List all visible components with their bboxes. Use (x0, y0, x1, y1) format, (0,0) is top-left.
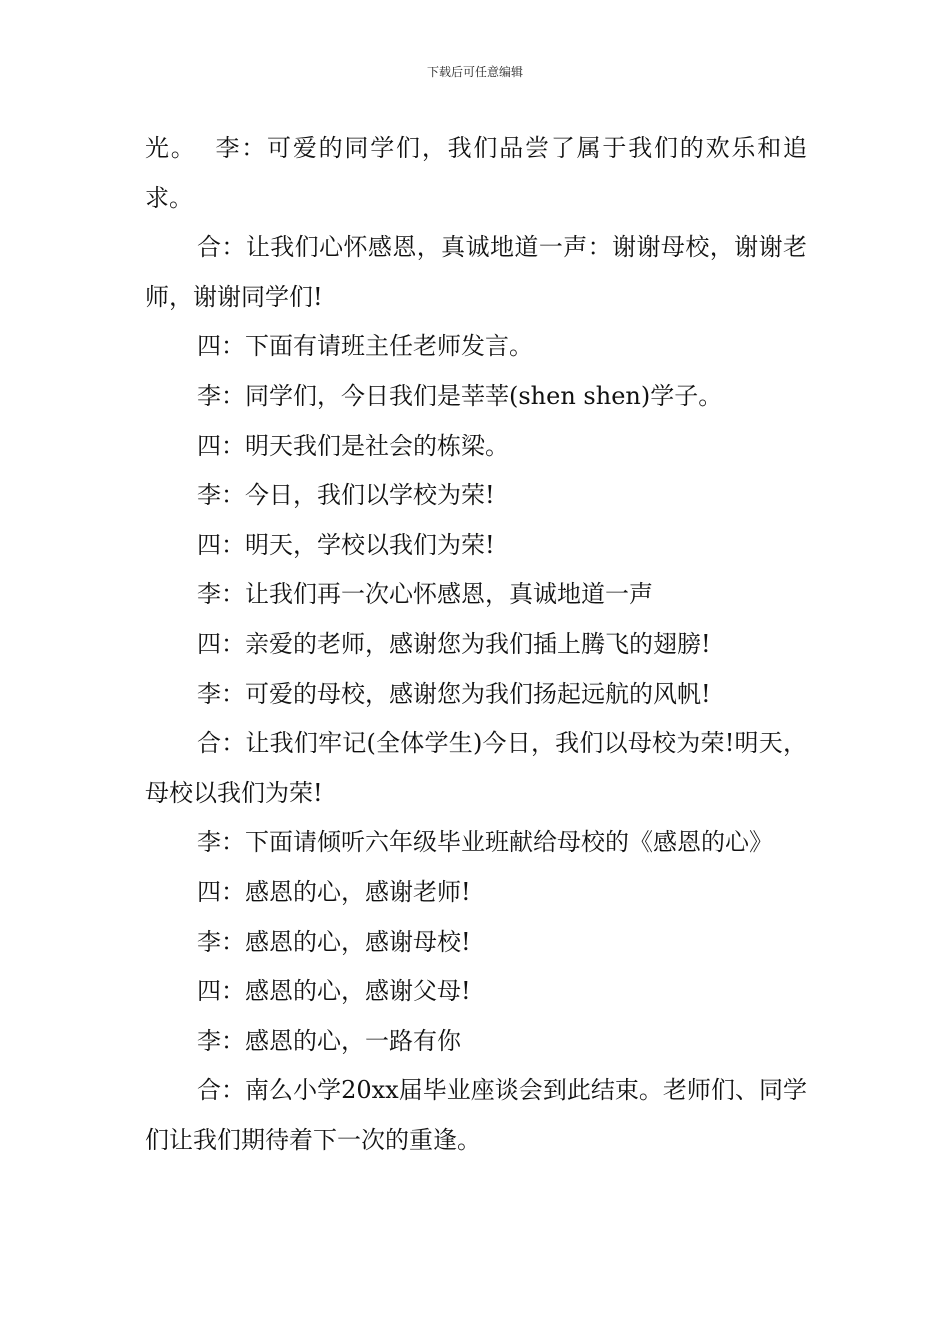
paragraph-5: 四：明天我们是社会的栋梁。 (197, 431, 509, 460)
paragraph-13: 四：感恩的心，感谢老师! (197, 877, 471, 906)
paragraph-1: 光。 李：可爱的同学们，我们品尝了属于我们的欢乐和追求。 (145, 134, 807, 212)
paragraph-14: 李：感恩的心，感谢母校! (197, 927, 471, 956)
paragraph-7: 四：明天，学校以我们为荣! (197, 530, 495, 559)
paragraph-3: 四：下面有请班主任老师发言。 (197, 332, 533, 361)
paragraph-17: 合：南么小学20xx届毕业座谈会到此结束。老师们、同学们让我们期待着下一次的重逢。 (145, 1076, 807, 1154)
paragraph-16: 李：感恩的心，一路有你 (197, 1026, 461, 1055)
paragraph-2: 合：让我们心怀感恩，真诚地道一声：谢谢母校，谢谢老师，谢谢同学们! (145, 233, 807, 311)
paragraph-12: 李：下面请倾听六年级毕业班献给母校的《感恩的心》 (197, 828, 773, 857)
paragraph-9: 四：亲爱的老师，感谢您为我们插上腾飞的翅膀! (197, 629, 711, 658)
paragraph-15: 四：感恩的心，感谢父母! (197, 977, 471, 1006)
paragraph-10: 李：可爱的母校，感谢您为我们扬起远航的风帆! (197, 679, 711, 708)
paragraph-11: 合：让我们牢记(全体学生)今日，我们以母校为荣!明天，母校以我们为荣! (145, 729, 807, 807)
paragraph-4: 李：同学们，今日我们是莘莘(shen shen)学子。 (197, 381, 723, 410)
page-header: 下载后可任意编辑 (426, 65, 523, 79)
paragraph-6: 李：今日，我们以学校为荣! (197, 481, 495, 510)
document-body (145, 124, 807, 1165)
paragraph-8: 李：让我们再一次心怀感恩，真诚地道一声 (197, 580, 653, 609)
